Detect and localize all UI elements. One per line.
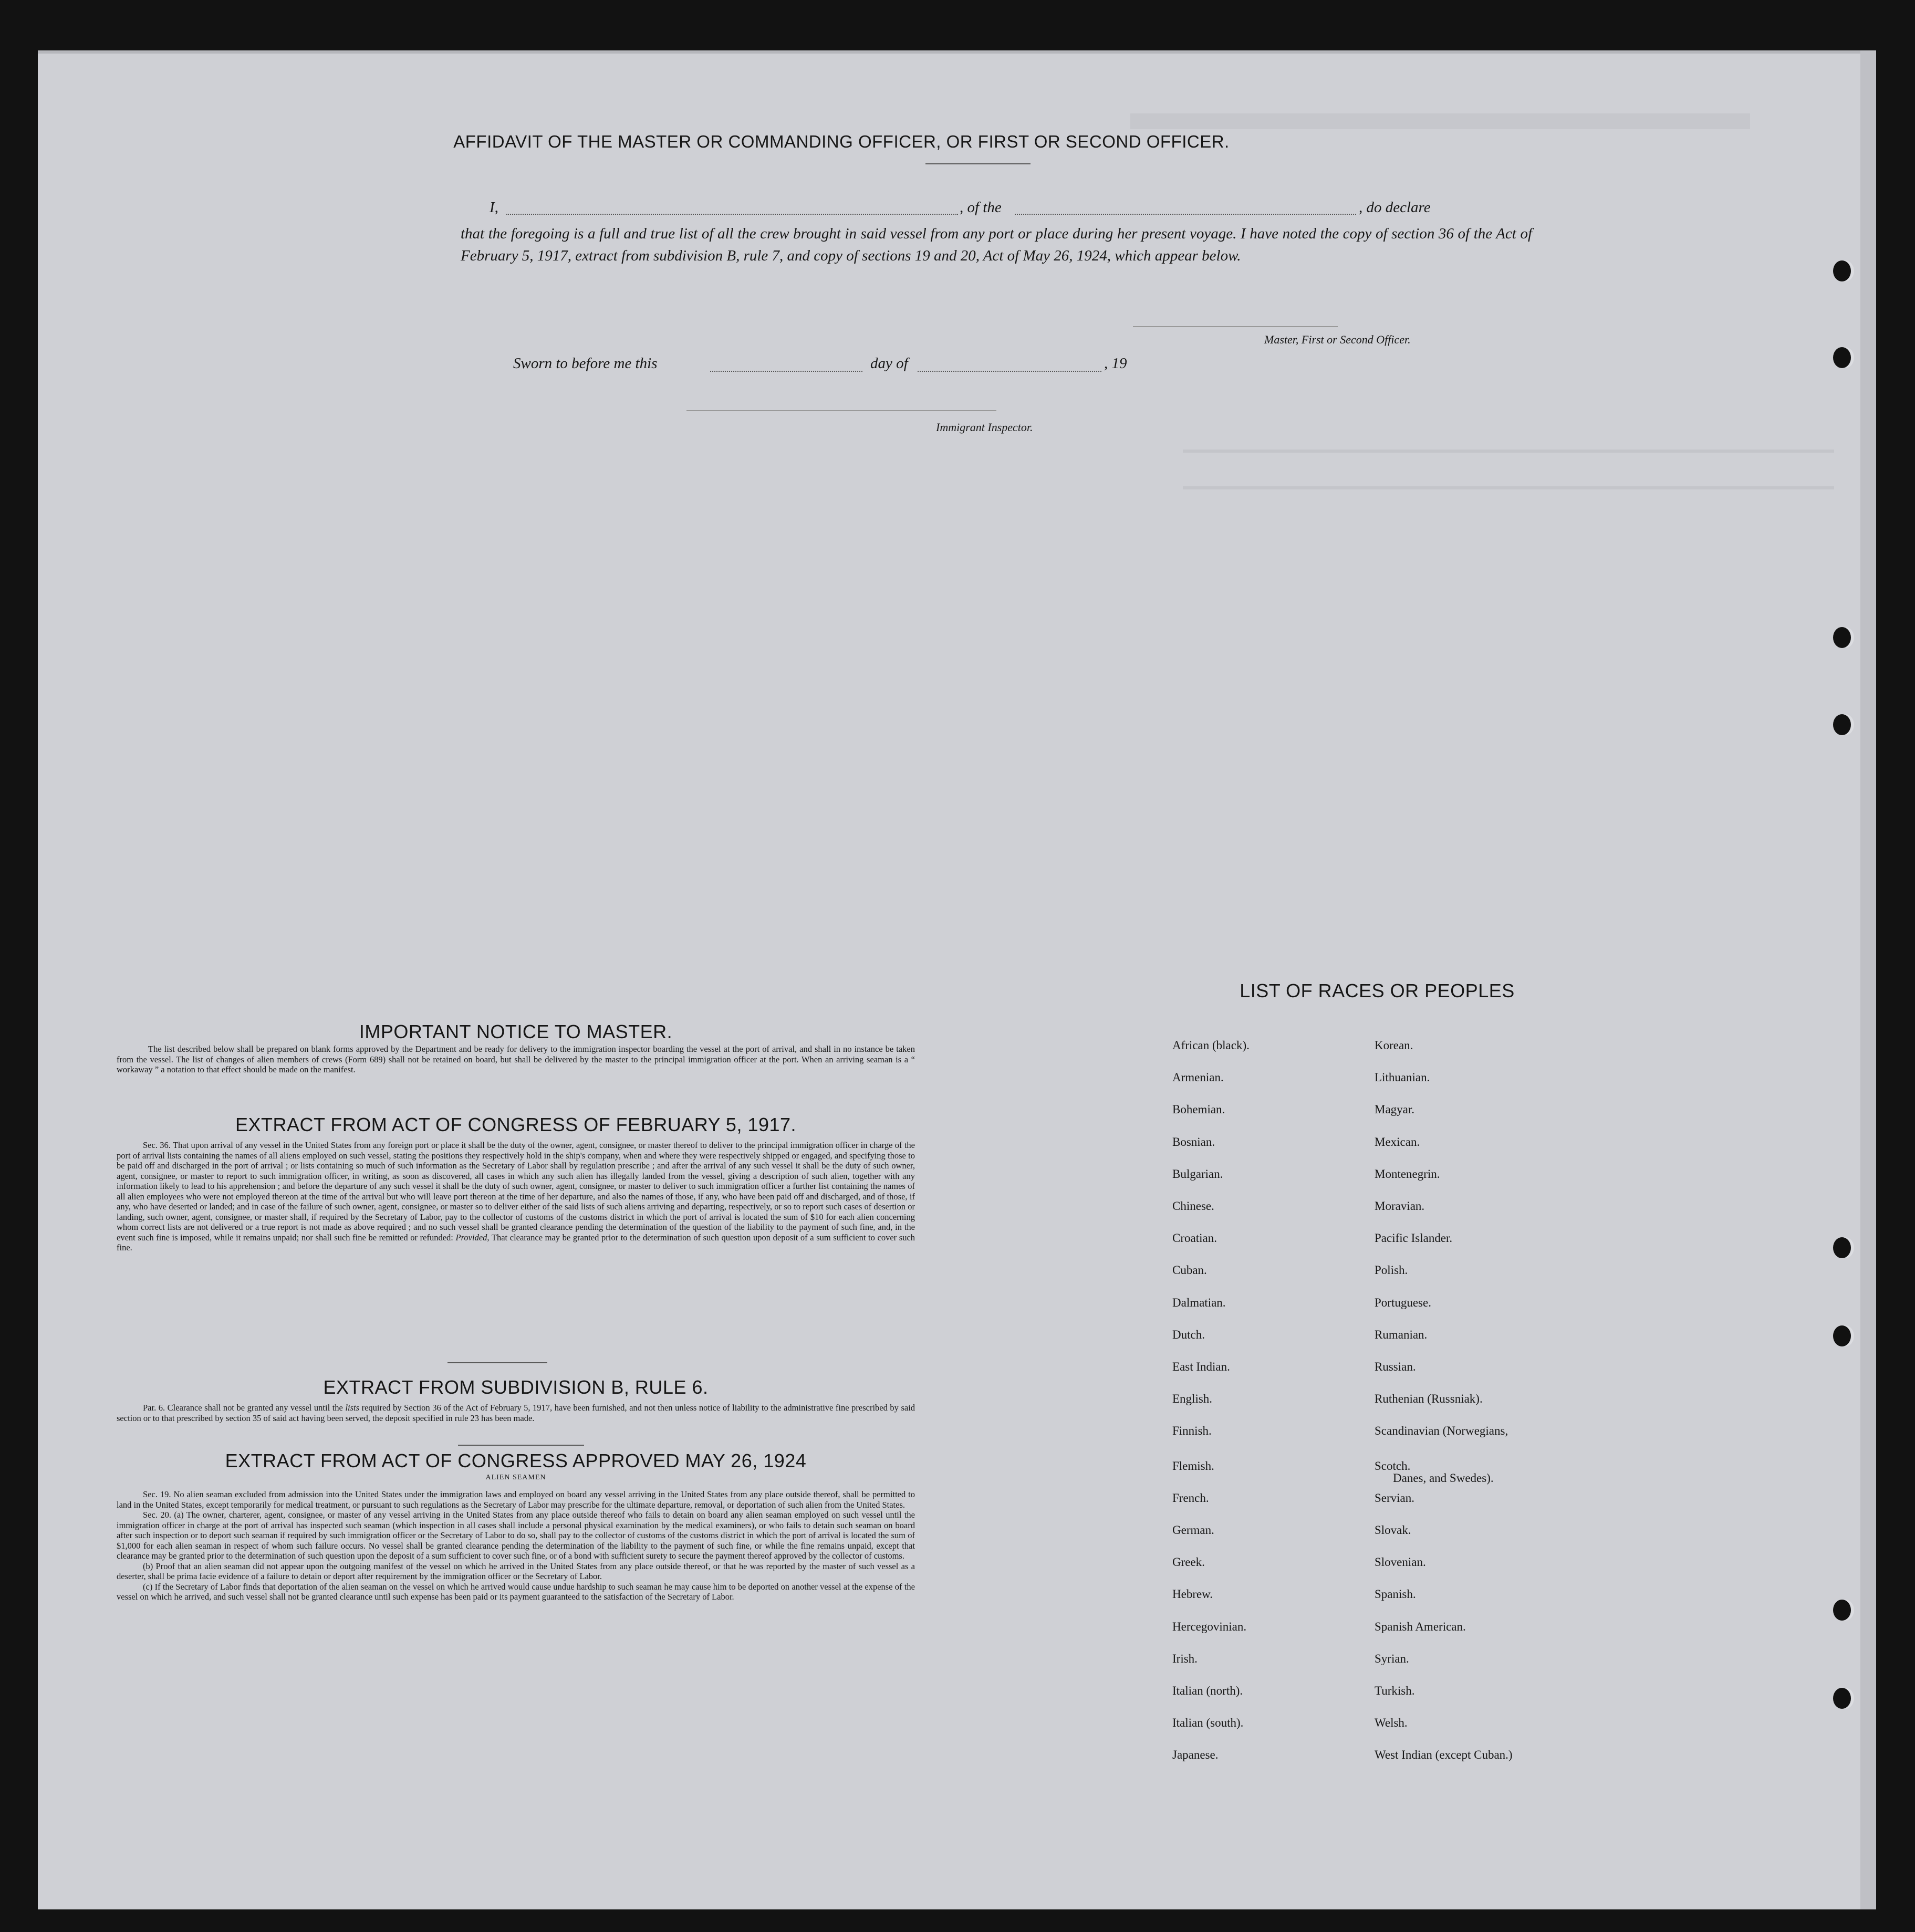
bleed-through-line [1183, 450, 1834, 453]
rule6-text-pre: Par. 6. Clearance shall not be granted any vessel until the [143, 1403, 343, 1413]
sec19-text: No alien seaman excluded from admission into the United States under the immigration laws and employed on board any vessel arriving in the United States from any place outside thereof, shall be permitted to land in the United States, except temporarily for medical treatment, or pursuant to such regulations as the Secretary of Labor may prescribe for the ultimate departure, removal, or deportation of such alien from the United States. [117, 1489, 915, 1510]
extract-1924-subtitle: ALIEN SEAMEN [485, 1474, 546, 1481]
race-item: Japanese. [1172, 1748, 1219, 1762]
bleed-through-line [1183, 486, 1834, 489]
race-item: Slovenian. [1375, 1555, 1426, 1569]
race-item: Dutch. [1172, 1328, 1205, 1341]
binder-hole [1833, 1600, 1851, 1621]
divider [447, 1362, 547, 1363]
master-signature-line[interactable] [1133, 326, 1338, 327]
rule6-text-post: required by Section 36 of the Act of February 5, 1917, have been furnished, and not then unless notice of liability to the administrative fine prescribed by said section or to that prescribed by section 35 of said act having been served, the deposit specified in rule 23 has been made. [117, 1403, 915, 1423]
race-item: Slovak. [1375, 1523, 1411, 1537]
race-item: English. [1172, 1392, 1213, 1406]
name-blank[interactable] [506, 214, 958, 215]
binder-hole [1833, 627, 1851, 648]
race-item: Montenegrin. [1375, 1167, 1440, 1181]
race-item: German. [1172, 1523, 1214, 1537]
race-item: Portuguese. [1375, 1296, 1431, 1309]
extract-1924-title: EXTRACT FROM ACT OF CONGRESS APPROVED MAY 26, 1924 [225, 1450, 807, 1471]
master-label: Master, First or Second Officer. [1264, 333, 1411, 346]
sec19-paragraph [117, 1489, 915, 1510]
section-36-text: That upon arrival of any vessel in the United States from any foreign port or place it shall be the duty of the owner, agent, consignee, or master thereof to deliver to the principal immigration officer in charge of the port of arrival lists containing the names of all aliens employed on such vessel, stating the positions they respectively hold in the ship's company, when and where they were respectively shipped or engaged, and specifying those to be paid off and discharged in the port of arrival ; or lists containing so much of such information as the Secretary of Labor shall by regulation prescribe ; and after the arrival of any such vessel it shall be the duty of such owner, agent, consignee, or master to report to such immigration officer, in writing, as soon as discovered, all cases in which any such alien has illegally landed from the vessel, giving a description of such alien, together with any information likely to lead to his apprehension ; and before the departure of any such vessel it shall be the duty of such owner, agent, consignee, or master to deliver to such immigration officer a further list containing the names of all alien employees who were not employed thereon at the time of the arrival but who will leave port thereon at the time of her departure, and also the names of those, if any, who have been paid off and discharged, and of those, if any, who have deserted or landed; and in case of the failure of such owner, agent, consignee, or master so to deliver either of the said lists of such aliens arriving and departing, respectively, or so to report such cases of desertion or landing, such owner, agent, consignee, or master shall, if required by the Secretary of Labor, pay to the collector of customs of the customs district in which the port of arrival is located the sum of $10 for each alien concerning whom correct lists are not delivered or a true report is not made as above required ; and no such vessel shall be granted clearance pending the determination of the question of the liability to the payment of such fine, and, in the event such fine is imposed, while it remains unpaid; nor shall such fine be remitted or refunded: [117, 1140, 915, 1242]
bleed-through-line [1130, 113, 1750, 129]
race-item: Spanish American. [1375, 1620, 1466, 1633]
inspector-signature-line[interactable] [686, 410, 996, 411]
i-label: I, [490, 199, 498, 216]
sworn-line [513, 355, 1196, 376]
sec20-label: Sec. 20. (a) [143, 1510, 184, 1520]
day-of-label: day of [870, 355, 908, 372]
race-item: Armenian. [1172, 1071, 1224, 1084]
year-label: , 19 [1104, 355, 1127, 372]
race-item: Magyar. [1375, 1103, 1415, 1116]
race-item: Scotch. [1375, 1459, 1411, 1473]
month-blank[interactable] [918, 371, 1101, 372]
race-item: Lithuanian. [1375, 1071, 1430, 1084]
race-item: Bosnian. [1172, 1135, 1215, 1148]
sec20a-paragraph [117, 1510, 915, 1561]
binder-hole [1833, 260, 1851, 281]
sec20a-text: The owner, charterer, agent, consignee, or master of any vessel arriving in the United States from any place outside thereof who fails to detain on board any alien seaman employed on such vessel until the immigration officer in charge at the port of arrival has inspected such seaman (which inspection in all cases shall include a personal physical examination by the medical examiners), or who fails to detain such seaman on board after such inspection or to deport such seaman if required by such immigration officer or the Secretary of Labor to do so, shall pay to the collector of customs of the customs district in which the port of arrival is located the sum of $1,000 for each alien seaman in respect of whom such failure occurs. No vessel shall be granted clearance pending the determination of the liability to the payment of such fine, or while the fine remains unpaid, except that clearance may be granted prior to the determination of such question upon the deposit of a sum sufficient to cover such fine, or of a bond with sufficient surety to secure the payment thereof approved by the collector of customs. [117, 1510, 915, 1561]
of-the-label: , of the [960, 199, 1002, 216]
rule6-body [117, 1403, 915, 1423]
race-item: Finnish. [1172, 1424, 1212, 1438]
race-item: Servian. [1375, 1491, 1415, 1505]
race-item: Italian (north). [1172, 1684, 1243, 1697]
page-edge-top [38, 50, 1876, 54]
race-item: Chinese. [1172, 1199, 1214, 1213]
race-item: Flemish. [1172, 1459, 1214, 1473]
extract-1924-body [117, 1489, 915, 1602]
race-item: Turkish. [1375, 1684, 1415, 1697]
race-item: West Indian (except Cuban.) [1375, 1748, 1513, 1762]
notice-body: The list described below shall be prepared on blank forms approved by the Department and be ready for delivery to the immigration inspector boarding the vessel at the port of arrival, and shall in no instance be taken from the vessel. The list of changes of alien members of crews (Form 689) shall not be retained on board, but shall be delivered by the master to the principal immigration officer at the port. When an arriving seaman is a “ workaway ” a notation to that effect should be made on the manifest. [117, 1044, 915, 1074]
race-item: Greek. [1172, 1555, 1205, 1569]
race-item: Dalmatian. [1172, 1296, 1226, 1309]
affidavit-title-rule [925, 163, 1031, 164]
proviso-text: That clearance may be granted prior to the determination of such question upon deposit of a sum sufficient to cover such fine. [117, 1232, 915, 1252]
affidavit-line1 [490, 199, 1540, 220]
divider [458, 1445, 584, 1446]
page-edge-right [1860, 50, 1876, 1909]
races-left-column [1172, 1039, 1351, 1826]
race-item: Hebrew. [1172, 1588, 1213, 1601]
race-item: Pacific Islander. [1375, 1231, 1453, 1245]
race-item: Welsh. [1375, 1716, 1408, 1730]
race-item: French. [1172, 1491, 1209, 1505]
race-item: Ruthenian (Russniak). [1375, 1392, 1483, 1406]
race-item: Croatian. [1172, 1231, 1217, 1245]
race-item: Spanish. [1375, 1588, 1416, 1601]
race-item: East Indian. [1172, 1360, 1230, 1373]
vessel-blank[interactable] [1015, 214, 1356, 215]
day-blank[interactable] [710, 371, 862, 372]
rule6-lists-word: lists [345, 1403, 360, 1413]
sworn-label: Sworn to before me this [513, 355, 658, 372]
race-item: Syrian. [1375, 1652, 1409, 1665]
affidavit-body: that the foregoing is a full and true list of all the crew brought in said vessel from any port or place during her present voyage. I have noted the copy of section 36 of the Act of February 5, 1917, extract from subdivision B, rule 7, and copy of sections 19 and 20, Act of May 26, 1924, which appear below. [461, 225, 1532, 264]
race-item: Hercegovinian. [1172, 1620, 1247, 1633]
binder-hole [1833, 347, 1851, 368]
race-item: Italian (south). [1172, 1716, 1244, 1730]
extract-1917-body [117, 1140, 915, 1253]
race-item: Mexican. [1375, 1135, 1420, 1148]
binder-hole [1833, 1688, 1851, 1709]
race-item: Russian. [1375, 1360, 1416, 1373]
affidavit-title: AFFIDAVIT OF THE MASTER OR COMMANDING OFFICER, OR FIRST OR SECOND OFFICER. [453, 132, 1230, 151]
race-item: Korean. [1375, 1039, 1413, 1052]
binder-hole [1833, 1237, 1851, 1258]
section-36-label: Sec. 36. [143, 1140, 171, 1150]
sec20b-paragraph: (b) Proof that an alien seaman did not appear upon the outgoing manifest of the vessel on which he arrived in the United States from any place outside thereof, or that he was reported by the master of such vessel as a deserter, shall be prima facie evidence of a failure to detain or deport after requirement by the immigration officer or the Secretary of Labor. [117, 1561, 915, 1581]
inspector-label: Immigrant Inspector. [936, 421, 1033, 434]
race-item: Rumanian. [1375, 1328, 1428, 1341]
proviso-label: Provided, [455, 1232, 490, 1242]
race-item: Polish. [1375, 1263, 1408, 1277]
race-item: Bulgarian. [1172, 1167, 1223, 1181]
binder-hole [1833, 714, 1851, 735]
races-title: LIST OF RACES OR PEOPLES [1240, 980, 1515, 1001]
race-item: Cuban. [1172, 1263, 1207, 1277]
notice-title: IMPORTANT NOTICE TO MASTER. [359, 1021, 673, 1042]
race-item: African (black). [1172, 1039, 1250, 1052]
race-item: Bohemian. [1172, 1103, 1225, 1116]
extract-1917-title: EXTRACT FROM ACT OF CONGRESS OF FEBRUARY 5, 1917. [235, 1114, 797, 1135]
sec20c-paragraph: (c) If the Secretary of Labor finds that deportation of the alien seaman on the vessel on which he arrived would cause undue hardship to such seaman he may cause him to be deported on another vessel at the expense of the vessel on which he arrived, and such vessel shall not be granted clearance until such expense has been paid or its payment guaranteed to the satisfaction of the Secretary of Labor. [117, 1581, 915, 1602]
document-page [38, 50, 1876, 1909]
binder-hole [1833, 1325, 1851, 1346]
race-item: Irish. [1172, 1652, 1198, 1665]
declare-label: , do declare [1359, 199, 1431, 216]
race-item: Scandinavian (Norwegians, [1375, 1424, 1508, 1438]
rule6-title: EXTRACT FROM SUBDIVISION B, RULE 6. [323, 1376, 709, 1398]
races-right-column [1375, 1039, 1648, 1826]
sec19-label: Sec. 19. [143, 1489, 171, 1499]
race-item: Moravian. [1375, 1199, 1425, 1213]
race-item: Danes, and Swedes). [1393, 1471, 1494, 1485]
